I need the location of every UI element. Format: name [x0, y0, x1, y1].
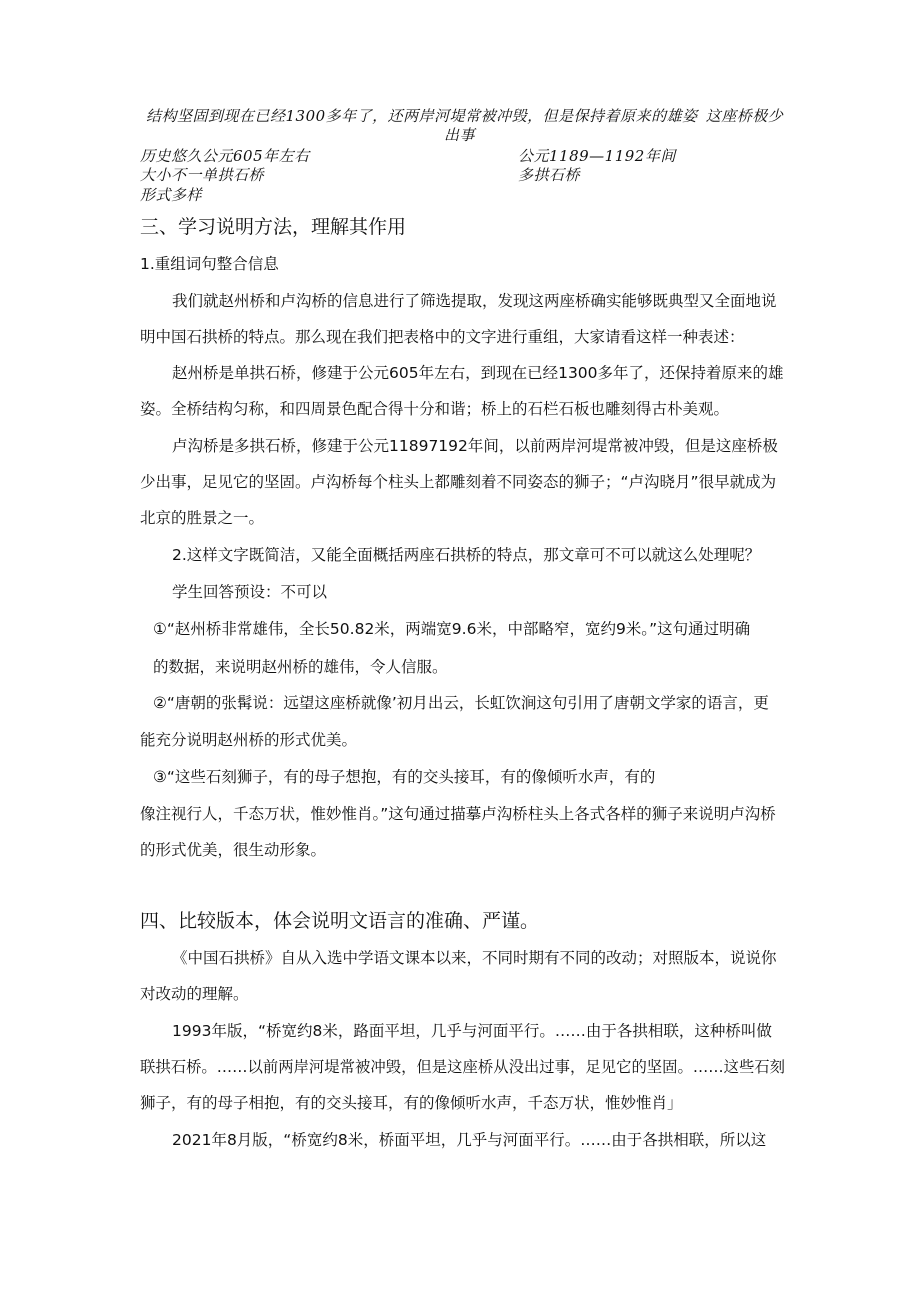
- section-4-heading: 四、比较版本，体会说明文语言的准确、严谨。: [140, 910, 540, 932]
- table-row-1-wrap: 出事: [444, 126, 476, 144]
- list-item-2: ②“唐朝的张髯说：远望这座桥就像’初月出云，长虹饮涧这句引用了唐朝文学家的语言，更: [153, 694, 769, 712]
- table-row-1-text: 结构坚固到现在已经1300多年了，还两岸河堤常被冲毁，但是保持着原来的雄姿: [146, 107, 698, 125]
- table-cell-form: 形式多样: [140, 186, 203, 204]
- paragraph-line: 1993年版，“桥宽约8米，路面平坦，几乎与河面平行。……由于各拱相联，这种桥叫做: [172, 1022, 772, 1040]
- section-3-heading: 三、学习说明方法，理解其作用: [140, 216, 407, 238]
- list-item-3-cont: 像注视行人，千态万状，惟妙惟肖。”这句通过描摹卢沟桥柱头上各式各样的狮子来说明卢沟桥: [140, 805, 776, 823]
- paragraph-line: 联拱石桥。……以前两岸河堤常被冲毁，但是这座桥从没出过事，足见它的坚固。……这些石刻: [140, 1058, 786, 1076]
- paragraph-line: 北京的胜景之一。: [140, 509, 265, 527]
- table-row-1: [146, 105, 783, 126]
- table-cell-lugou-type: 多拱石桥: [518, 166, 581, 184]
- student-answer: 学生回答预设：不可以: [172, 583, 328, 601]
- paragraph-line: 对改动的理解。: [140, 985, 249, 1003]
- question-2: 2.这样文字既简洁，又能全面概括两座石拱桥的特点，那文章可不可以就这么处理呢？: [172, 546, 761, 564]
- paragraph-line: 姿。全桥结构匀称，和四周景色配合得十分和谐；桥上的石栏石板也雕刻得古朴美观。: [140, 400, 730, 418]
- list-item-1-cont: 的数据，来说明赵州桥的雄伟，令人信服。: [153, 658, 448, 676]
- section-3-subheading: 1.重组词句整合信息: [140, 255, 279, 273]
- paragraph-line: 明中国石拱桥的特点。那么现在我们把表格中的文字进行重组，大家请看这样一种表述：: [140, 328, 745, 346]
- list-item-3: ③“这些石刻狮子，有的母子想抱，有的交头接耳，有的像倾听水声，有的: [153, 768, 656, 786]
- paragraph-line: 卢沟桥是多拱石桥，修建于公元11897192年间，以前两岸河堤常被冲毁，但是这座桥极: [172, 437, 778, 455]
- table-row-1-text-b: 这座桥极少: [705, 107, 784, 125]
- paragraph-line: 《中国石拱桥》自从入选中学语文课本以来，不同时期有不同的改动；对照版本，说说你: [172, 949, 777, 967]
- paragraph-line: 2021年8月版，“桥宽约8米，桥面平坦，几乎与河面平行。……由于各拱相联，所以这: [172, 1131, 767, 1149]
- list-item-2-cont: 能充分说明赵州桥的形式优美。: [140, 731, 358, 749]
- list-item-1: ①“赵州桥非常雄伟，全长50.82米，两端宽9.6米，中部略窄，宽约9米。”这句通过明确: [153, 620, 751, 638]
- table-cell-zhaozhou-history: 历史悠久公元605年左右: [140, 147, 310, 165]
- table-cell-lugou-history: 公元1189—1192年间: [518, 147, 676, 165]
- list-item-3-cont: 的形式优美，很生动形象。: [140, 841, 327, 859]
- paragraph-line: 少出事，足见它的坚固。卢沟桥每个柱头上都雕刻着不同姿态的狮子；“卢沟晓月”很早就成为: [140, 473, 777, 491]
- paragraph-line: 狮子，有的母子相抱，有的交头接耳，有的像倾听水声，千态万状，惟妙惟肖」: [140, 1094, 683, 1112]
- paragraph-line: 赵州桥是单拱石桥，修建于公元605年左右，到现在已经1300多年了，还保持着原来的雄: [172, 364, 784, 382]
- table-cell-zhaozhou-type: 大小不一单拱石桥: [140, 166, 265, 184]
- paragraph-line: 我们就赵州桥和卢沟桥的信息进行了筛选提取，发现这两座桥确实能够既典型又全面地说: [172, 292, 777, 310]
